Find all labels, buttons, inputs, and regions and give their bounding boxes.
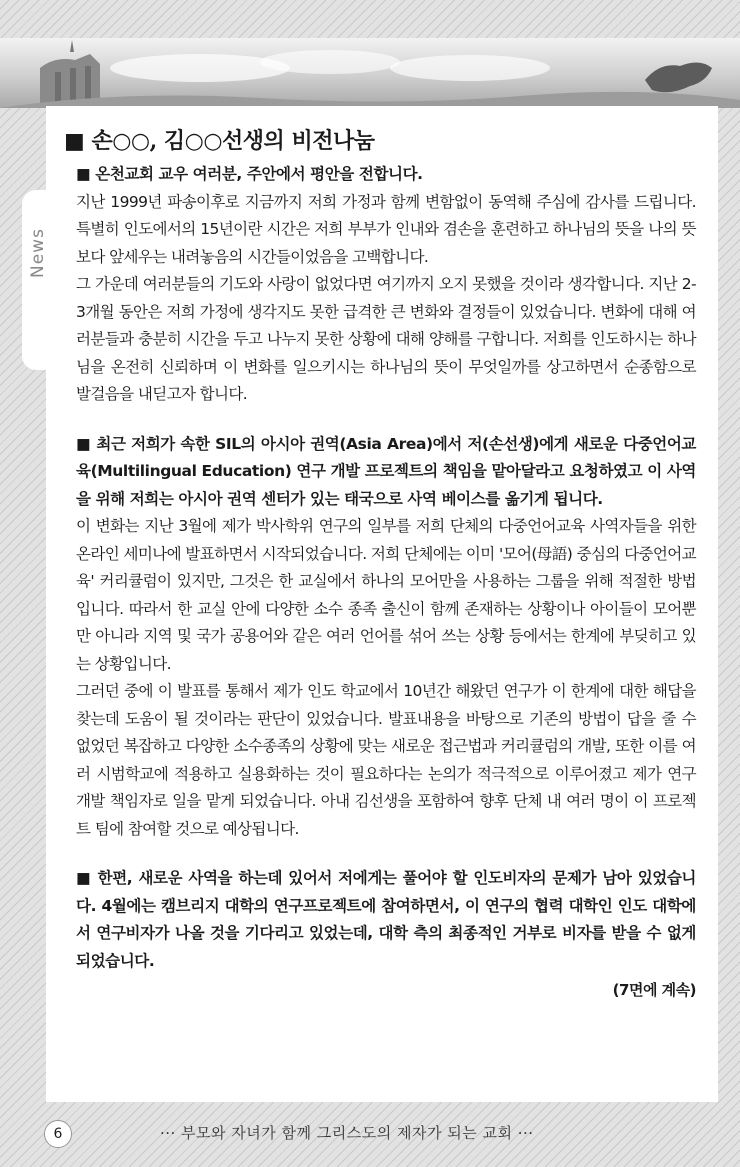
section-heading: ■ 온천교회 교우 여러분, 주안에서 평안을 전합니다.	[76, 165, 423, 183]
header-banner	[0, 38, 740, 108]
body-paragraph: 지난 1999년 파송이후로 지금까지 저희 가정과 함께 변함없이 동역해 주심에 감사를 드립니다. 특별히 인도에서의 15년이란 시간은 저희 부부가 인내와 겸손을 훈련하고 하나님의 뜻을 나의 뜻보다 앞세우는 내려놓음의 시간들이었음을 고백합니다.	[76, 192, 696, 266]
continued-note: (7면에 계속)	[612, 981, 696, 999]
side-tab	[22, 190, 62, 370]
article-title: ■ 손○○, 김○○선생의 비전나눔	[64, 128, 375, 154]
section-heading: ■ 한편, 새로운 사역을 하는데 있어서 저에게는 풀어야 할 인도비자의 문제가 남아 있었습니다. 4월에는 캠브리지 대학의 연구프로젝트에 참여하면서, 이 연구의 협력 대학인 인도 대학에서 연구비자가 나올 것을 기다리고 있었는데, 대학 측의 최종적인 거부로 비자를 받을 수 없게 되었습니다.	[76, 869, 696, 970]
side-tab-label: News	[28, 228, 48, 278]
footer-motto: ··· 부모와 자녀가 함께 그리스도의 제자가 되는 교회 ···	[160, 1124, 534, 1142]
article	[64, 124, 696, 1000]
body-paragraph: 이 변화는 지난 3월에 제가 박사학위 연구의 일부를 저희 단체의 다중언어교육 사역자들을 위한 온라인 세미나에 발표하면서 시작되었습니다. 저희 단체에는 이미 '모어(母語) 중심의 다중언어교육' 커리큘럼이 있지만, 그것은 한 교실에서 하나의 모어만을 사용하는 그룹을 위해 적절한 방법입니다. 따라서 한 교실 안에 다양한 소수 종족 출신이 함께 존재하는 상황이나 아이들이 모어뿐만 아니라 지역 및 국가 공용어와 같은 여러 언어를 섞어 쓰는 상황 등에서는 한계에 부딪히고 있는 상황입니다.	[76, 517, 696, 673]
skyline-graphic	[0, 38, 740, 108]
section-heading: ■ 최근 저희가 속한 SIL의 아시아 권역(Asia Area)에서 저(손선생)에게 새로운 다중언어교육(Multilingual Education) 연구 개발 프로젝트의 책임을 맡아달라고 요청하였고 이 사역을 위해 저희는 아시아 권역 센터가 있는 태국으로 사역 베이스를 옮기게 됩니다.	[76, 434, 696, 508]
page-number: 6	[44, 1120, 72, 1148]
body-paragraph: 그 가운데 여러분들의 기도와 사랑이 없었다면 여기까지 오지 못했을 것이라 생각합니다. 지난 2-3개월 동안은 저희 가정에 생각지도 못한 급격한 큰 변화와 결정들이 있었습니다. 변화에 대해 여러분들과 충분히 시간을 두고 나누지 못한 상황에 대해 양해를 구합니다. 저희를 인도하시는 하나님을 온전히 신뢰하며 이 변화를 일으키시는 하나님의 뜻이 무엇일까를 상고하면서 순종함으로 발걸음을 내딛고자 합니다.	[76, 275, 696, 403]
map-icon	[645, 62, 712, 92]
body-paragraph: 그러던 중에 이 발표를 통해서 제가 인도 학교에서 10년간 해왔던 연구가 이 한계에 대한 해답을 찾는데 도움이 될 것이라는 판단이 있었습니다. 발표내용을 바탕으로 기존의 방법이 답을 줄 수 없었던 복잡하고 다양한 소수종족의 상황에 맞는 새로운 접근법과 커리큘럼의 개발, 또한 이를 여러 시범학교에 적용하고 실용화하는 것이 필요하다는 논의가 적극적으로 이루어졌고 제가 연구 개발 책임자로 일을 맡게 되었습니다. 아내 김선생을 포함하여 향후 단체 내 여러 명이 이 프로젝트 팀에 참여할 것으로 예상됩니다.	[76, 682, 696, 838]
